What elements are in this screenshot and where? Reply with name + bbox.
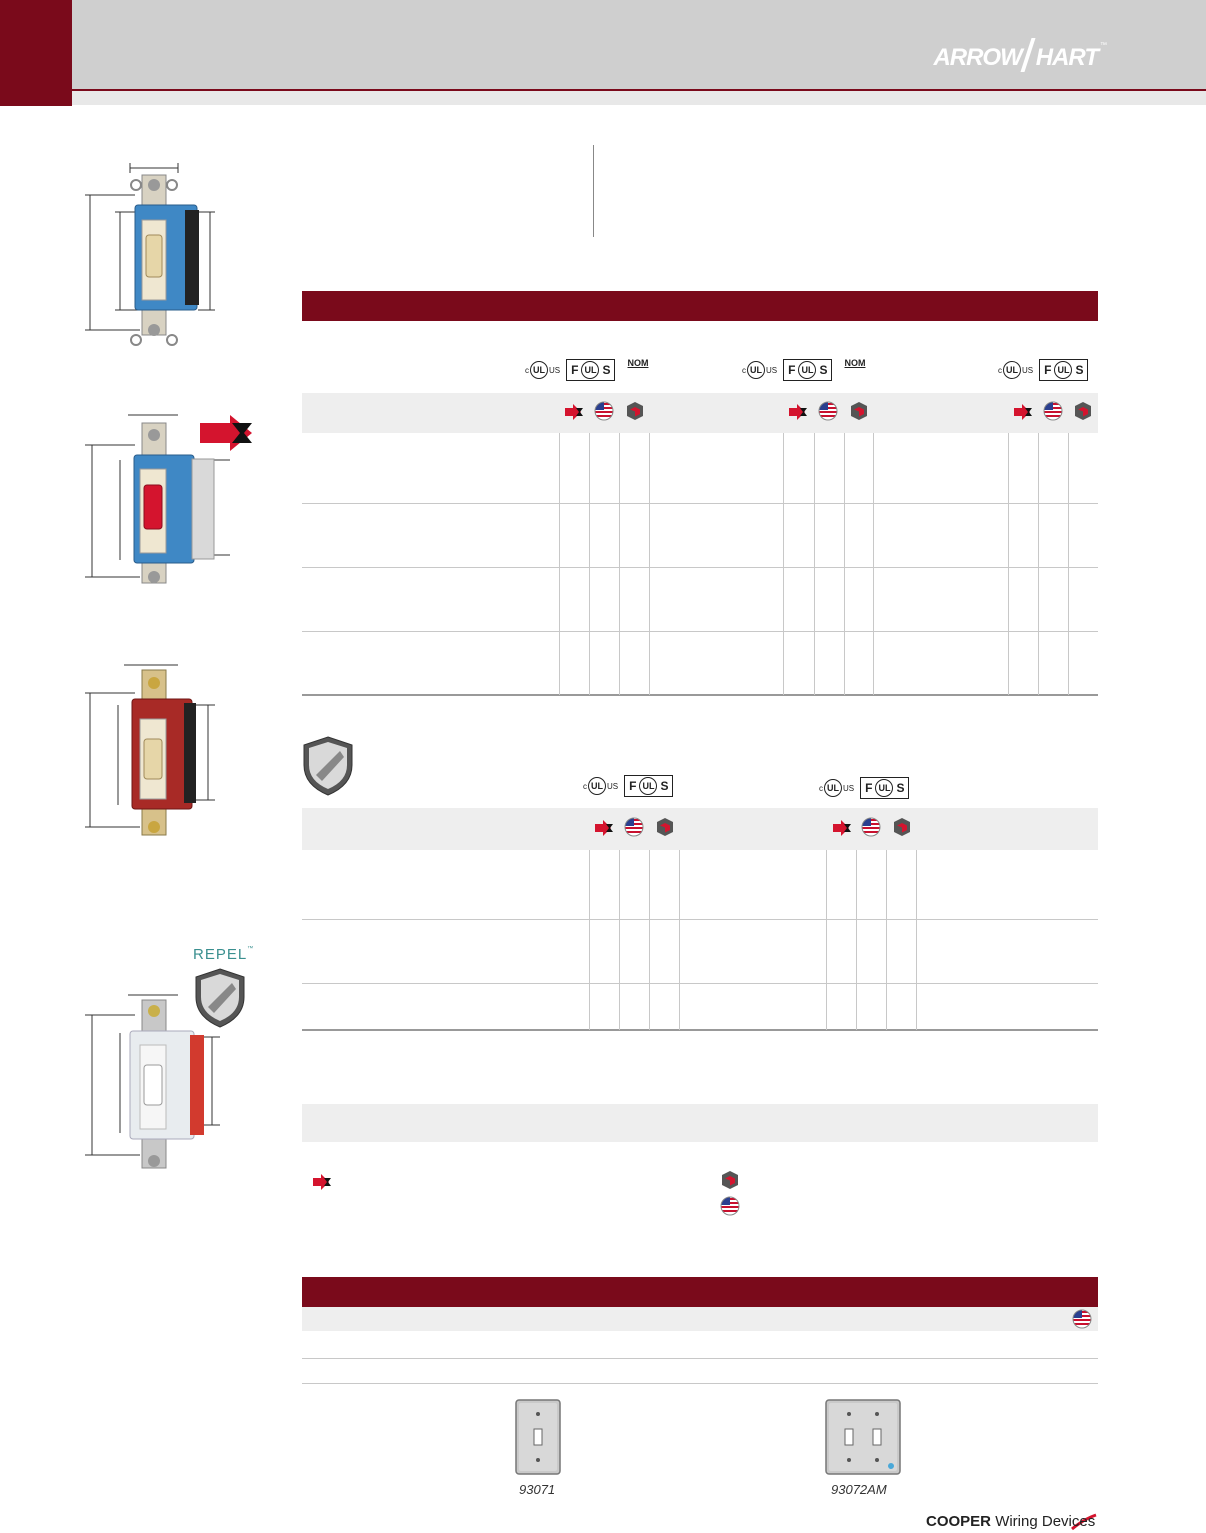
fuls-mark: F UL S [783,359,832,381]
red-cube-icon [655,817,675,837]
footer-brand-rest: Wiring Devices [995,1513,1096,1530]
nom-mark: NOM [844,358,866,368]
red-cube-icon [625,401,645,421]
us-flag-icon [861,817,881,837]
table1-col-rule [1008,433,1009,695]
header-strip [0,91,1206,105]
notes-band [302,1104,1098,1142]
plate-part-number: 93072AM [831,1482,887,1497]
footer-brand-text [926,1513,1095,1530]
intro-divider [593,145,594,237]
us-flag-icon [1043,401,1063,421]
plates-header-row [302,1307,1098,1331]
repel-tm: ™ [247,946,255,952]
us-flag-icon [624,817,644,837]
table1-col-rule [649,433,650,695]
brand-tm: ™ [1100,42,1106,49]
table1-col-rule [814,433,815,695]
us-flag-icon [818,401,838,421]
red-cube-icon [720,1170,740,1190]
table2-rule [302,983,1098,984]
table1-rule [302,631,1098,632]
table1-col-rule [559,433,560,695]
brand-left: ARROW [933,44,1022,71]
section-header-bar-1 [302,291,1098,321]
table2-col-rule [649,850,650,1030]
repel-label: REPEL [193,946,248,963]
cul-mark: c UL US [742,361,777,379]
header-rule [0,89,1206,91]
repel-logo [193,946,254,963]
cul-mark: c UL US [819,779,854,797]
fuls-mark: F UL S [624,775,673,797]
table2-col-rule [679,850,680,1030]
section-header-bar-2 [302,1277,1098,1307]
table2-col-rule [856,850,857,1030]
us-flag-icon [720,1196,740,1216]
plates-rule [302,1383,1098,1384]
shield-icon [300,735,356,797]
table1-col-rule [783,433,784,695]
red-cube-icon [849,401,869,421]
table1-rule [302,567,1098,568]
red-arrow-icon [312,1172,332,1192]
plate-part-number: 93071 [519,1482,556,1497]
table1-col-rule [844,433,845,695]
table1-col-rule [619,433,620,695]
cul-mark: c UL US [525,361,560,379]
brand-slash [1020,38,1035,72]
red-cube-icon [892,817,912,837]
red-arrow-icon [832,818,852,838]
cert-group-2b [819,776,909,800]
table2-rule [302,919,1098,920]
table2-col-rule [589,850,590,1030]
footer-brand-bold: COOPER [926,1513,992,1530]
table1-col-rule [1038,433,1039,695]
table1-header-row [302,393,1098,433]
table1-col-rule [589,433,590,695]
cert-group-1c [998,358,1088,382]
table1-bottom-rule [302,694,1098,696]
red-arrow-icon [564,402,584,422]
us-flag-icon [594,401,614,421]
red-arrow-icon [1013,402,1033,422]
plates-rule [302,1358,1098,1359]
table2-col-rule [886,850,887,1030]
cert-group-2a [583,774,673,798]
table1-col-rule [873,433,874,695]
cul-mark: c UL US [998,361,1033,379]
table1-col-rule [1068,433,1069,695]
red-arrow-icon [594,818,614,838]
table2-col-rule [826,850,827,1030]
us-flag-icon [1072,1309,1092,1329]
product-image-switch-ivory-red-body [80,655,230,850]
product-image-switch-red [80,405,270,600]
red-cube-icon [1073,401,1093,421]
nom-mark: NOM [627,358,649,368]
brand-right: HART [1035,44,1098,71]
table2-col-rule [916,850,917,1030]
wallplate-single-image [512,1398,564,1478]
red-arrow-icon [788,402,808,422]
brand-logo [933,42,1106,72]
table2-bottom-rule [302,1029,1098,1031]
fuls-mark: F UL S [860,777,909,799]
cul-mark: c UL US [583,777,618,795]
table2-header-row [302,808,1098,850]
cert-group-1b [742,358,865,382]
fuls-mark: F UL S [566,359,615,381]
wallplate-double-image [823,1398,903,1478]
fuls-mark: F UL S [1039,359,1088,381]
cert-group-1a [525,358,648,382]
table2-col-rule [619,850,620,1030]
product-image-switch-white [80,985,230,1180]
product-image-switch-ivory [80,160,230,355]
header-tab [0,0,72,106]
table1-rule [302,503,1098,504]
